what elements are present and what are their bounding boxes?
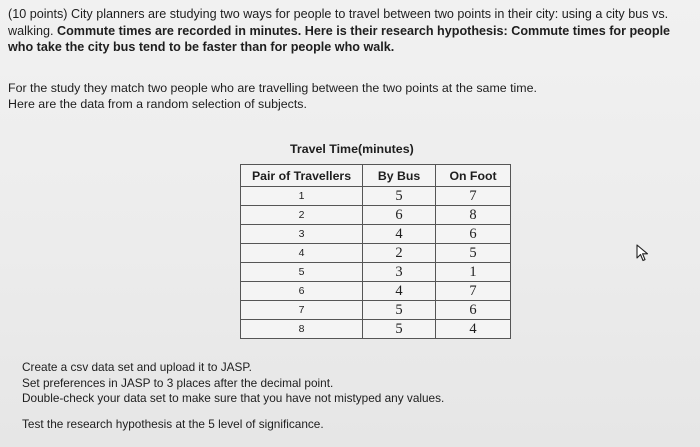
question-points: (10 points) bbox=[8, 7, 68, 21]
bus-cell: 4 bbox=[363, 225, 436, 244]
table-row bbox=[241, 187, 511, 206]
study-line-2: Here are the data from a random selection of subjects. bbox=[8, 96, 307, 111]
pair-cell: 3 bbox=[241, 225, 363, 244]
mouse-pointer-icon bbox=[636, 244, 650, 262]
bus-cell: 3 bbox=[363, 263, 436, 282]
bus-cell: 5 bbox=[363, 187, 436, 206]
foot-cell: 6 bbox=[436, 225, 511, 244]
table-row bbox=[241, 206, 511, 225]
table-caption: Travel Time(minutes) bbox=[290, 142, 414, 156]
bus-cell: 5 bbox=[363, 320, 436, 339]
pair-cell: 2 bbox=[241, 206, 363, 225]
foot-cell: 7 bbox=[436, 187, 511, 206]
foot-cell: 8 bbox=[436, 206, 511, 225]
table-row bbox=[241, 263, 511, 282]
foot-cell: 5 bbox=[436, 244, 511, 263]
study-description bbox=[8, 81, 688, 112]
table-row bbox=[241, 301, 511, 320]
foot-cell: 6 bbox=[436, 301, 511, 320]
foot-cell: 7 bbox=[436, 282, 511, 301]
instruction-line-3: Double-check your data set to make sure that you have not mistyped any values. bbox=[22, 391, 445, 405]
travel-time-table bbox=[240, 164, 511, 339]
instruction-line-1: Create a csv data set and upload it to JASP. bbox=[22, 360, 252, 374]
bus-cell: 2 bbox=[363, 244, 436, 263]
bus-cell: 5 bbox=[363, 301, 436, 320]
pair-cell: 8 bbox=[241, 320, 363, 339]
pair-cell: 4 bbox=[241, 244, 363, 263]
pair-cell: 7 bbox=[241, 301, 363, 320]
question-intro-text: City planners are studying two ways for people to travel between two points in their city: using a city bus vs. walking. bbox=[8, 7, 669, 38]
question-hypothesis: Commute times are recorded in minutes. Here is their research hypothesis: Commute times for people who take the city bus tend to be faster than for people who walk. bbox=[8, 23, 671, 54]
pair-cell: 6 bbox=[241, 282, 363, 301]
bus-cell: 4 bbox=[363, 282, 436, 301]
instruction-line-4: Test the research hypothesis at the 5 level of significance. bbox=[22, 416, 324, 431]
foot-cell: 4 bbox=[436, 320, 511, 339]
bus-cell: 6 bbox=[363, 206, 436, 225]
table-row bbox=[241, 320, 511, 339]
header-on-foot: On Foot bbox=[436, 165, 511, 187]
table-row bbox=[241, 282, 511, 301]
pair-cell: 1 bbox=[241, 187, 363, 206]
table-row bbox=[241, 225, 511, 244]
study-line-1: For the study they match two people who are travelling between the two points at the same time. bbox=[8, 81, 537, 95]
instructions bbox=[22, 360, 682, 432]
table-header-row bbox=[241, 165, 511, 187]
question-intro bbox=[8, 6, 688, 56]
foot-cell: 1 bbox=[436, 263, 511, 282]
instruction-line-2: Set preferences in JASP to 3 places after the decimal point. bbox=[22, 375, 334, 390]
pair-cell: 5 bbox=[241, 263, 363, 282]
header-by-bus: By Bus bbox=[363, 165, 436, 187]
table-row bbox=[241, 244, 511, 263]
header-pair: Pair of Travellers bbox=[241, 165, 363, 187]
